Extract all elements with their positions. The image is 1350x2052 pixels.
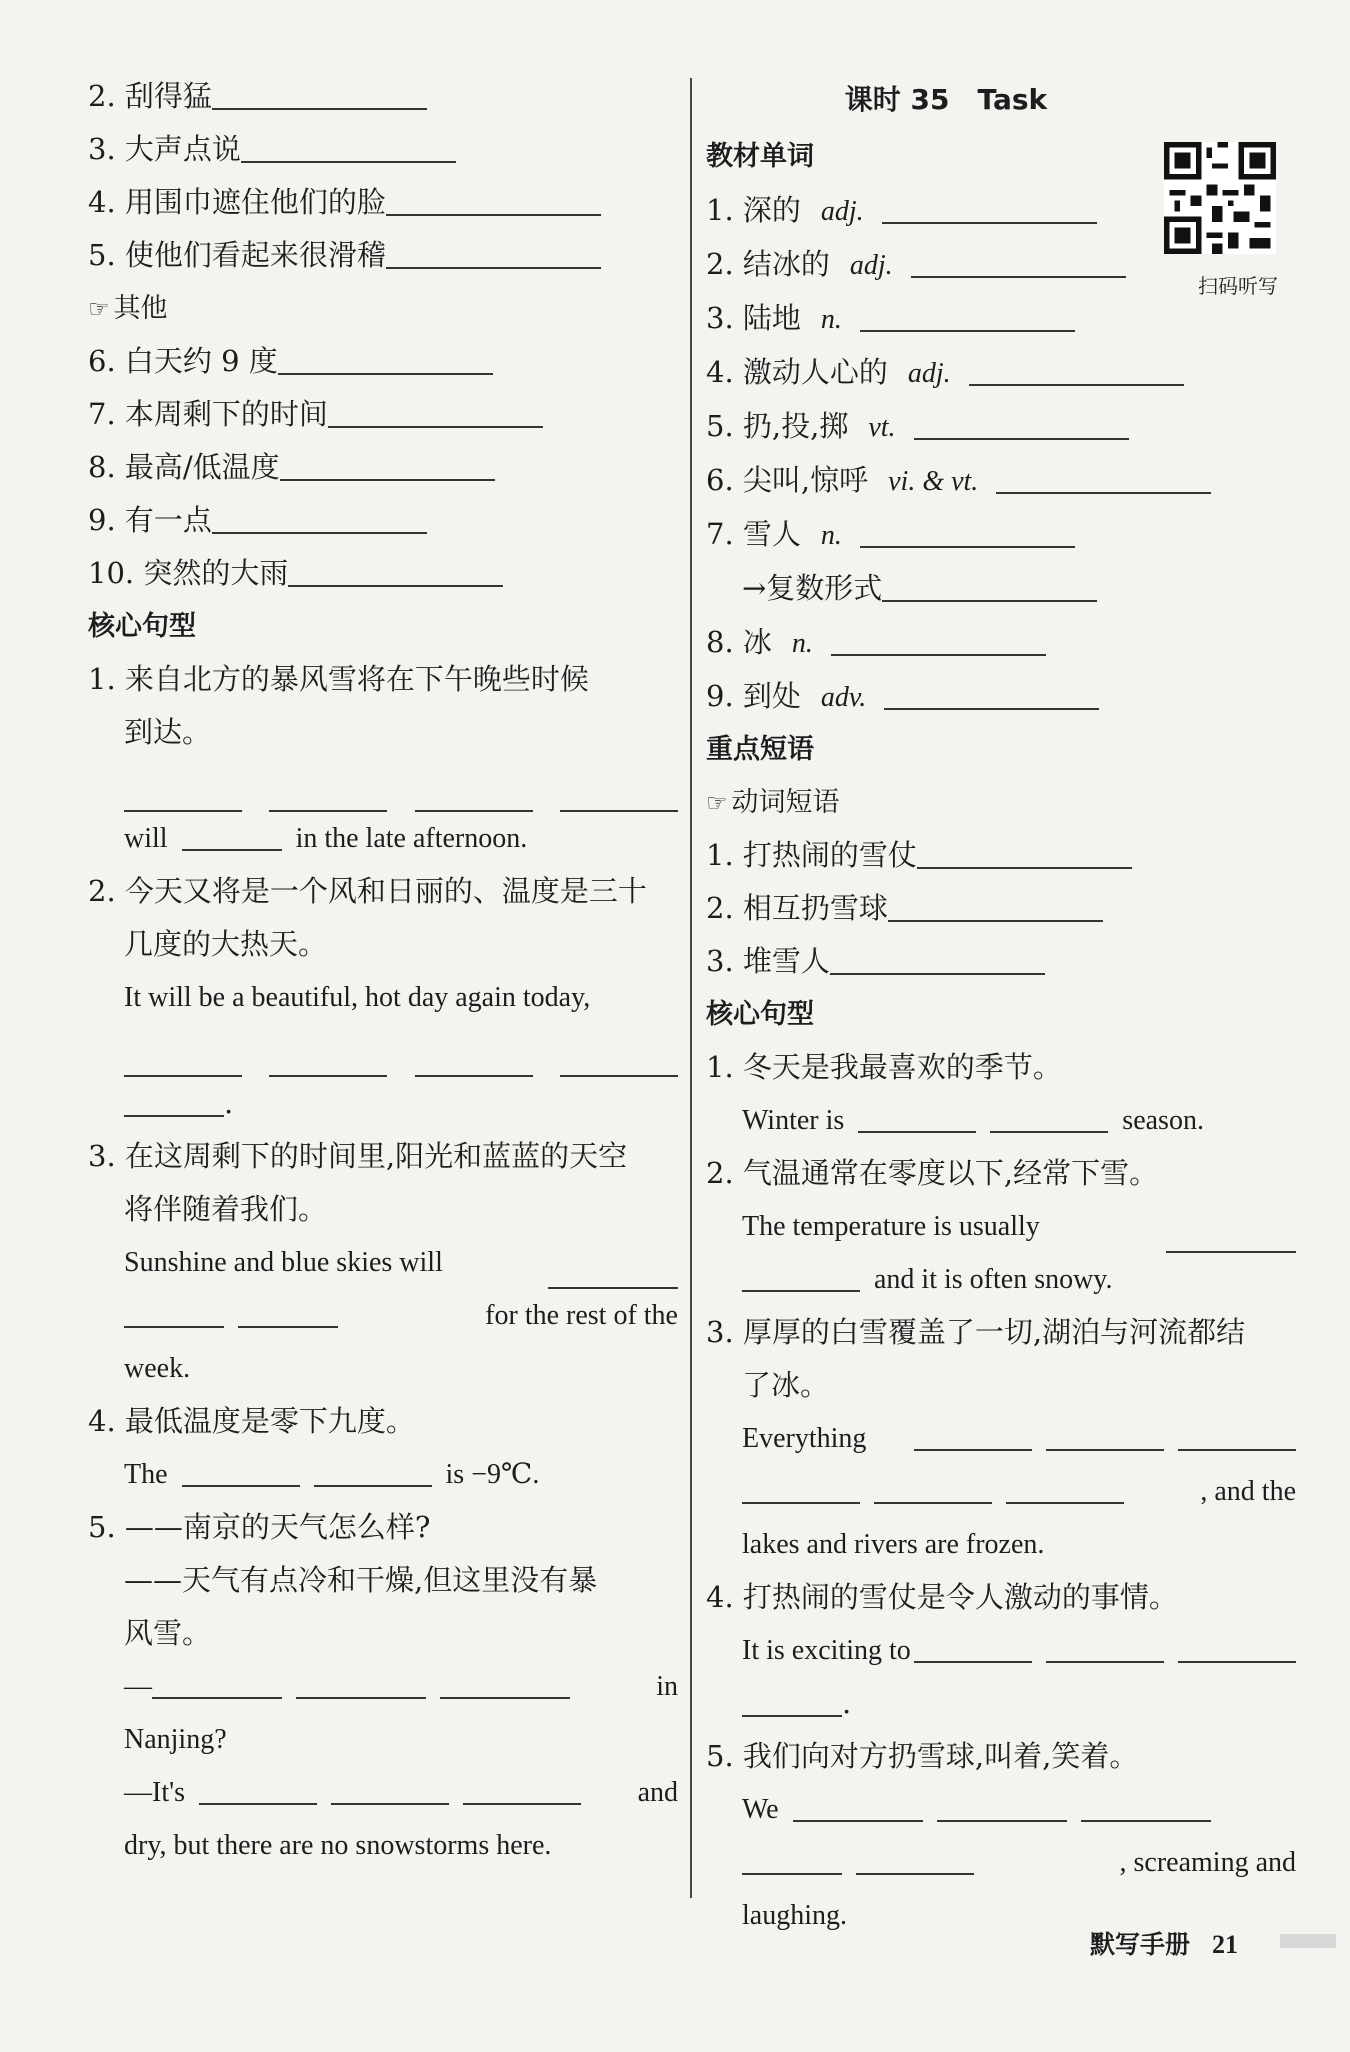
phrase-2: 2. 刮得猛 (88, 70, 678, 123)
core-sentences-heading: 核心句型 (88, 611, 196, 642)
answer-blank[interactable] (884, 678, 1099, 710)
answer-blank[interactable] (1081, 1790, 1211, 1822)
answer-blank[interactable] (386, 237, 601, 269)
phrases-heading: 重点短语 (706, 734, 814, 765)
answer-blank[interactable] (1006, 1472, 1124, 1504)
sentence-3-zh-cont: 将伴随着我们。 (124, 1192, 328, 1226)
answer-blank[interactable] (124, 780, 242, 812)
answer-blank[interactable] (278, 343, 493, 375)
answer-blank[interactable] (742, 1260, 860, 1292)
answer-blank[interactable] (152, 1667, 282, 1699)
sentence-1-en: will in the late afternoon. (88, 812, 678, 865)
answer-blank[interactable] (860, 300, 1075, 332)
answer-blank[interactable] (793, 1790, 923, 1822)
answer-blank[interactable] (238, 1296, 338, 1328)
corner-tab (1280, 1934, 1336, 1948)
answer-blank[interactable] (937, 1790, 1067, 1822)
answer-blank[interactable] (856, 1843, 974, 1875)
answer-blank[interactable] (969, 354, 1184, 386)
answer-blank[interactable] (124, 1085, 224, 1117)
answer-blank[interactable] (560, 780, 678, 812)
answer-blank[interactable] (296, 1667, 426, 1699)
r-sentence-5-en-end: laughing. (742, 1900, 847, 1931)
answer-blank[interactable] (888, 890, 1103, 922)
phrase-9: 9. 有一点 (88, 494, 678, 547)
r-sentence-3-en-end: lakes and rivers are frozen. (742, 1529, 1045, 1560)
answer-blank[interactable] (917, 837, 1132, 869)
answer-blank[interactable] (882, 570, 1097, 602)
answer-blank[interactable] (831, 624, 1046, 656)
vocab-7-plural: →复数形式 (706, 561, 1296, 615)
r-sentence-2-en-cont: and it is often snowy. (706, 1253, 1296, 1306)
sentence-5-en-2: Nanjing? (124, 1724, 227, 1755)
vocab-1: 1. 深的 adj. (706, 183, 1296, 237)
phrase-2: 2. 相互扔雪球 (706, 882, 1296, 935)
book-title: 默写手册 (1090, 1930, 1191, 1959)
answer-blank[interactable] (199, 1773, 317, 1805)
phrase-5: 5. 使他们看起来很滑稽 (88, 229, 678, 282)
sentence-5-en-1: — in (88, 1660, 678, 1713)
answer-blank[interactable] (1166, 1221, 1296, 1253)
other-heading: ☞ 其他 (88, 293, 168, 324)
answer-blank[interactable] (742, 1843, 842, 1875)
core-sentences-heading: 核心句型 (706, 999, 814, 1030)
sentence-5-zh-3: 风雪。 (124, 1616, 212, 1650)
answer-blank[interactable] (415, 1045, 533, 1077)
r-sentence-1-zh: 1. 冬天是我最喜欢的季节。 (706, 1050, 1062, 1084)
sentence-3-en-end: week. (124, 1353, 191, 1384)
phrase-3: 3. 堆雪人 (706, 935, 1296, 988)
answer-blank[interactable] (269, 1045, 387, 1077)
answer-blank[interactable] (314, 1455, 432, 1487)
answer-blank[interactable] (996, 462, 1211, 494)
sentence-5-en-3: —It's and (88, 1766, 678, 1819)
answer-blank[interactable] (560, 1045, 678, 1077)
answer-blank[interactable] (269, 780, 387, 812)
r-sentence-2-en: The temperature is usually (706, 1200, 1296, 1253)
r-sentence-4-en: It is exciting to (706, 1624, 1296, 1677)
r-sentence-5-en: We (706, 1783, 1296, 1836)
sentence-2-blank-end: . (88, 1077, 678, 1130)
phrase-1: 1. 打热闹的雪仗 (706, 829, 1296, 882)
sentence-3-zh: 3. 在这周剩下的时间里,阳光和蓝蓝的天空 (88, 1139, 628, 1173)
answer-blank[interactable] (212, 502, 427, 534)
vocab-6: 6. 尖叫,惊呼 vi. & vt. (706, 453, 1296, 507)
answer-blank[interactable] (1178, 1631, 1296, 1663)
r-sentence-3-zh-cont: 了冰。 (742, 1368, 830, 1402)
answer-blank[interactable] (1046, 1631, 1164, 1663)
phrase-7: 7. 本周剩下的时间 (88, 388, 678, 441)
vocab-heading: 教材单词 (706, 141, 814, 172)
sentence-2-blanks (88, 1024, 678, 1077)
r-sentence-4-blank-end: . (706, 1677, 1296, 1730)
lesson-title: 课时 35 Task (844, 83, 1048, 116)
pointing-hand-icon: ☞ (88, 295, 110, 323)
sentence-1-zh-cont: 到达。 (124, 715, 212, 749)
answer-blank[interactable] (386, 184, 601, 216)
answer-blank[interactable] (548, 1257, 678, 1289)
phrase-4: 4. 用围巾遮住他们的脸 (88, 176, 678, 229)
sentence-5-zh-1: 5. ——南京的天气怎么样? (88, 1510, 431, 1544)
vocab-9: 9. 到处 adv. (706, 669, 1296, 723)
verb-phrases-heading: ☞ 动词短语 (706, 787, 840, 818)
phrase-8: 8. 最高/低温度 (88, 441, 678, 494)
phrase-6: 6. 白天约 9 度 (88, 335, 678, 388)
r-sentence-1-en: Winter is season. (706, 1094, 1296, 1147)
r-sentence-3-en: Everything (706, 1412, 1296, 1465)
answer-blank[interactable] (830, 943, 1045, 975)
answer-blank[interactable] (914, 1631, 1032, 1663)
vocab-2: 2. 结冰的 adj. (706, 237, 1296, 291)
sentence-4-zh: 4. 最低温度是零下九度。 (88, 1404, 415, 1438)
sentence-4-en: The is −9℃. (88, 1448, 678, 1501)
answer-blank[interactable] (990, 1101, 1108, 1133)
r-sentence-3-zh: 3. 厚厚的白雪覆盖了一切,湖泊与河流都结 (706, 1315, 1246, 1349)
pointing-hand-icon: ☞ (706, 789, 728, 817)
answer-blank[interactable] (463, 1773, 581, 1805)
answer-blank[interactable] (280, 449, 495, 481)
answer-blank[interactable] (742, 1685, 842, 1717)
column-divider (690, 78, 692, 1898)
answer-blank[interactable] (331, 1773, 449, 1805)
answer-blank[interactable] (182, 819, 282, 851)
answer-blank[interactable] (1046, 1419, 1164, 1451)
answer-blank[interactable] (860, 516, 1075, 548)
vocab-7: 7. 雪人 n. (706, 507, 1296, 561)
answer-blank[interactable] (911, 246, 1126, 278)
answer-blank[interactable] (415, 780, 533, 812)
right-column (706, 70, 1296, 1942)
r-sentence-5-zh: 5. 我们向对方扔雪球,叫着,笑着。 (706, 1739, 1139, 1773)
sentence-5-zh-2: ——天气有点冷和干燥,但这里没有暴 (124, 1563, 598, 1597)
vocab-3: 3. 陆地 n. (706, 291, 1296, 345)
sentence-5-en-4: dry, but there are no snowstorms here. (124, 1830, 552, 1861)
sentence-2-en: It will be a beautiful, hot day again today, (124, 982, 591, 1013)
r-sentence-3-en-cont: , and the (706, 1465, 1296, 1518)
sentence-2-zh-cont: 几度的大热天。 (124, 927, 328, 961)
phrase-3: 3. 大声点说 (88, 123, 678, 176)
answer-blank[interactable] (328, 396, 543, 428)
answer-blank[interactable] (212, 78, 427, 110)
page-number: 21 (1212, 1930, 1239, 1959)
answer-blank[interactable] (288, 555, 503, 587)
answer-blank[interactable] (124, 1296, 224, 1328)
phrase-10: 10. 突然的大雨 (88, 547, 678, 600)
sentence-2-zh: 2. 今天又将是一个风和日丽的、温度是三十 (88, 874, 647, 908)
answer-blank[interactable] (874, 1472, 992, 1504)
vocab-8: 8. 冰 n. (706, 615, 1296, 669)
sentence-3-en: Sunshine and blue skies will (88, 1236, 678, 1289)
left-column (88, 70, 678, 1872)
vocab-5: 5. 扔,投,掷 vt. (706, 399, 1296, 453)
sentence-3-en-cont: for the rest of the (88, 1289, 678, 1342)
answer-blank[interactable] (440, 1667, 570, 1699)
answer-blank[interactable] (241, 131, 456, 163)
answer-blank[interactable] (914, 1419, 1032, 1451)
r-sentence-2-zh: 2. 气温通常在零度以下,经常下雪。 (706, 1156, 1159, 1190)
r-sentence-5-en-cont: , screaming and (706, 1836, 1296, 1889)
answer-blank[interactable] (858, 1101, 976, 1133)
sentence-1-blanks (88, 759, 678, 812)
answer-blank[interactable] (1178, 1419, 1296, 1451)
answer-blank[interactable] (742, 1472, 860, 1504)
qr-label: 扫码听写 (1198, 274, 1278, 298)
vocab-4: 4. 激动人心的 adj. (706, 345, 1296, 399)
page-footer (1090, 1925, 1238, 1961)
sentence-1-zh: 1. 来自北方的暴风雪将在下午晚些时候 (88, 662, 589, 696)
answer-blank[interactable] (124, 1045, 242, 1077)
answer-blank[interactable] (182, 1455, 300, 1487)
answer-blank[interactable] (882, 192, 1097, 224)
r-sentence-4-zh: 4. 打热闹的雪仗是令人激动的事情。 (706, 1580, 1178, 1614)
answer-blank[interactable] (914, 408, 1129, 440)
